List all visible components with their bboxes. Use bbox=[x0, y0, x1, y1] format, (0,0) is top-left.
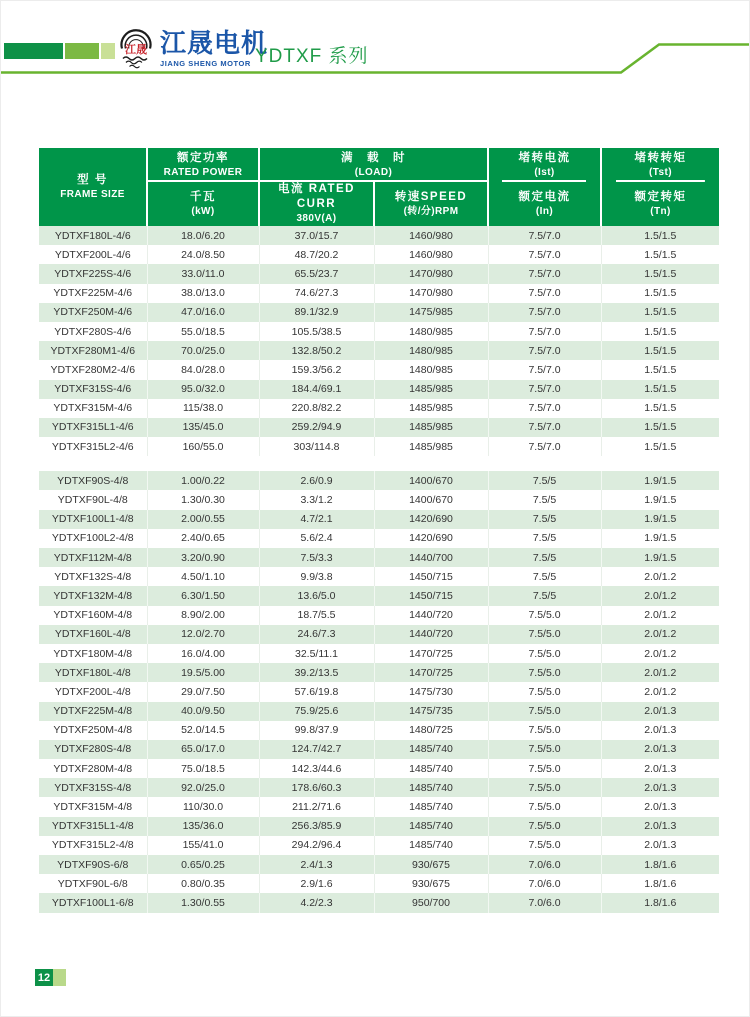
ist-cell: 7.5/5.0 bbox=[488, 663, 601, 682]
current-cell: 220.8/82.2 bbox=[259, 399, 374, 418]
table-row bbox=[39, 245, 719, 264]
speed-cell: 1400/670 bbox=[374, 490, 488, 509]
company-logo-icon bbox=[116, 28, 156, 71]
subcol-header-tn: 额定转矩 (Tn) bbox=[601, 182, 719, 226]
model-cell: YDTXF90S-6/8 bbox=[39, 855, 147, 874]
power-cell: 38.0/13.0 bbox=[147, 284, 259, 303]
tst-cell: 1.5/1.5 bbox=[601, 264, 719, 283]
model-cell: YDTXF315L2-4/8 bbox=[39, 836, 147, 855]
table-row bbox=[39, 322, 719, 341]
model-cell: YDTXF180M-4/8 bbox=[39, 644, 147, 663]
tst-cell: 2.0/1.2 bbox=[601, 663, 719, 682]
company-name-en: JIANG SHENG MOTOR bbox=[160, 58, 251, 68]
power-cell: 3.20/0.90 bbox=[147, 548, 259, 567]
tst-cell: 1.5/1.5 bbox=[601, 284, 719, 303]
current-cell: 37.0/15.7 bbox=[259, 226, 374, 245]
speed-cell: 930/675 bbox=[374, 874, 488, 893]
current-cell: 3.3/1.2 bbox=[259, 490, 374, 509]
current-cell: 74.6/27.3 bbox=[259, 284, 374, 303]
speed-cell: 1470/725 bbox=[374, 644, 488, 663]
speed-cell: 1485/985 bbox=[374, 399, 488, 418]
brand-bar-light bbox=[101, 43, 115, 59]
tst-cell: 1.5/1.5 bbox=[601, 399, 719, 418]
table-row bbox=[39, 360, 719, 379]
ist-cell: 7.5/5 bbox=[488, 567, 601, 586]
current-cell: 259.2/94.9 bbox=[259, 418, 374, 437]
model-cell: YDTXF90L-6/8 bbox=[39, 874, 147, 893]
model-cell: YDTXF225S-4/6 bbox=[39, 264, 147, 283]
model-cell: YDTXF200L-4/8 bbox=[39, 682, 147, 701]
ist-cell: 7.5/5 bbox=[488, 510, 601, 529]
subcol-header-speed: 转速SPEED (转/分)RPM bbox=[374, 182, 488, 226]
model-cell: YDTXF280M2-4/6 bbox=[39, 360, 147, 379]
table-row bbox=[39, 510, 719, 529]
tst-cell: 2.0/1.2 bbox=[601, 625, 719, 644]
speed-cell: 1480/985 bbox=[374, 341, 488, 360]
model-cell: YDTXF100L1-6/8 bbox=[39, 893, 147, 912]
speed-cell: 1485/740 bbox=[374, 836, 488, 855]
ist-cell: 7.0/6.0 bbox=[488, 874, 601, 893]
table-row bbox=[39, 399, 719, 418]
speed-cell: 1400/670 bbox=[374, 471, 488, 490]
model-cell: YDTXF315S-4/8 bbox=[39, 778, 147, 797]
current-cell: 256.3/85.9 bbox=[259, 817, 374, 836]
ist-cell: 7.5/5.0 bbox=[488, 682, 601, 701]
ist-cell: 7.5/5.0 bbox=[488, 625, 601, 644]
model-cell: YDTXF180L-4/6 bbox=[39, 226, 147, 245]
speed-cell: 1485/740 bbox=[374, 740, 488, 759]
series-title: YDTXF 系列 bbox=[255, 46, 369, 67]
power-cell: 8.90/2.00 bbox=[147, 606, 259, 625]
ist-cell: 7.5/5.0 bbox=[488, 797, 601, 816]
speed-cell: 1475/985 bbox=[374, 303, 488, 322]
ist-cell: 7.5/7.0 bbox=[488, 322, 601, 341]
table-row bbox=[39, 702, 719, 721]
tst-cell: 2.0/1.2 bbox=[601, 586, 719, 605]
tst-cell: 1.5/1.5 bbox=[601, 418, 719, 437]
model-cell: YDTXF160L-4/8 bbox=[39, 625, 147, 644]
power-cell: 0.65/0.25 bbox=[147, 855, 259, 874]
speed-cell: 1470/980 bbox=[374, 264, 488, 283]
tst-cell: 1.5/1.5 bbox=[601, 226, 719, 245]
tst-cell: 1.9/1.5 bbox=[601, 510, 719, 529]
col-header-rated-power: 额定功率 RATED POWER bbox=[147, 148, 259, 182]
speed-cell: 1475/730 bbox=[374, 682, 488, 701]
company-name-block bbox=[160, 29, 268, 68]
table-row bbox=[39, 529, 719, 548]
table-row bbox=[39, 606, 719, 625]
tst-cell: 2.0/1.2 bbox=[601, 682, 719, 701]
ist-cell: 7.5/7.0 bbox=[488, 418, 601, 437]
power-cell: 0.80/0.35 bbox=[147, 874, 259, 893]
model-cell: YDTXF100L1-4/8 bbox=[39, 510, 147, 529]
model-cell: YDTXF112M-4/8 bbox=[39, 548, 147, 567]
speed-cell: 1485/740 bbox=[374, 759, 488, 778]
col-header-locked-rotor-current: 堵转电流 (Ist) bbox=[488, 148, 601, 182]
table-row bbox=[39, 226, 719, 245]
power-cell: 70.0/25.0 bbox=[147, 341, 259, 360]
power-cell: 52.0/14.5 bbox=[147, 721, 259, 740]
table-row bbox=[39, 740, 719, 759]
tst-cell: 2.0/1.3 bbox=[601, 702, 719, 721]
tst-cell: 1.9/1.5 bbox=[601, 490, 719, 509]
table-row bbox=[39, 303, 719, 322]
ist-cell: 7.5/7.0 bbox=[488, 284, 601, 303]
col-header-locked-rotor-torque: 堵转转矩 (Tst) bbox=[601, 148, 719, 182]
table-row bbox=[39, 341, 719, 360]
tst-cell: 1.9/1.5 bbox=[601, 471, 719, 490]
model-cell: YDTXF315M-4/6 bbox=[39, 399, 147, 418]
table-row bbox=[39, 380, 719, 399]
tst-cell: 1.9/1.5 bbox=[601, 529, 719, 548]
model-cell: YDTXF250M-4/6 bbox=[39, 303, 147, 322]
ist-cell: 7.5/7.0 bbox=[488, 399, 601, 418]
power-cell: 84.0/28.0 bbox=[147, 360, 259, 379]
model-cell: YDTXF280M-4/8 bbox=[39, 759, 147, 778]
table-row bbox=[39, 778, 719, 797]
ist-cell: 7.5/7.0 bbox=[488, 360, 601, 379]
ist-cell: 7.5/7.0 bbox=[488, 226, 601, 245]
speed-cell: 1450/715 bbox=[374, 567, 488, 586]
power-cell: 55.0/18.5 bbox=[147, 322, 259, 341]
ist-cell: 7.5/5.0 bbox=[488, 740, 601, 759]
table-row bbox=[39, 836, 719, 855]
current-cell: 303/114.8 bbox=[259, 437, 374, 456]
current-cell: 32.5/11.1 bbox=[259, 644, 374, 663]
tst-cell: 2.0/1.2 bbox=[601, 606, 719, 625]
current-cell: 89.1/32.9 bbox=[259, 303, 374, 322]
table-row bbox=[39, 663, 719, 682]
speed-cell: 1470/725 bbox=[374, 663, 488, 682]
power-cell: 47.0/16.0 bbox=[147, 303, 259, 322]
model-cell: YDTXF225M-4/8 bbox=[39, 702, 147, 721]
current-cell: 4.2/2.3 bbox=[259, 893, 374, 912]
power-cell: 16.0/4.00 bbox=[147, 644, 259, 663]
current-cell: 99.8/37.9 bbox=[259, 721, 374, 740]
svg-text:江晟: 江晟 bbox=[125, 44, 147, 56]
power-cell: 115/38.0 bbox=[147, 399, 259, 418]
power-cell: 92.0/25.0 bbox=[147, 778, 259, 797]
current-cell: 124.7/42.7 bbox=[259, 740, 374, 759]
ist-cell: 7.5/7.0 bbox=[488, 264, 601, 283]
speed-cell: 1485/740 bbox=[374, 817, 488, 836]
power-cell: 135/45.0 bbox=[147, 418, 259, 437]
table-row bbox=[39, 817, 719, 836]
current-cell: 24.6/7.3 bbox=[259, 625, 374, 644]
model-cell: YDTXF280S-4/8 bbox=[39, 740, 147, 759]
model-cell: YDTXF132M-4/8 bbox=[39, 586, 147, 605]
power-cell: 29.0/7.50 bbox=[147, 682, 259, 701]
model-cell: YDTXF180L-4/8 bbox=[39, 663, 147, 682]
model-cell: YDTXF90L-4/8 bbox=[39, 490, 147, 509]
current-cell: 4.7/2.1 bbox=[259, 510, 374, 529]
ist-cell: 7.0/6.0 bbox=[488, 893, 601, 912]
tst-cell: 1.9/1.5 bbox=[601, 548, 719, 567]
current-cell: 18.7/5.5 bbox=[259, 606, 374, 625]
table-row bbox=[39, 625, 719, 644]
col-header-load: 满 载 时 (LOAD) bbox=[259, 148, 488, 182]
ist-cell: 7.5/7.0 bbox=[488, 303, 601, 322]
group-spacer-row bbox=[39, 456, 719, 471]
table-row bbox=[39, 644, 719, 663]
model-cell: YDTXF90S-4/8 bbox=[39, 471, 147, 490]
power-cell: 40.0/9.50 bbox=[147, 702, 259, 721]
model-cell: YDTXF160M-4/8 bbox=[39, 606, 147, 625]
power-cell: 1.30/0.55 bbox=[147, 893, 259, 912]
power-cell: 155/41.0 bbox=[147, 836, 259, 855]
speed-cell: 1470/980 bbox=[374, 284, 488, 303]
current-cell: 9.9/3.8 bbox=[259, 567, 374, 586]
current-cell: 211.2/71.6 bbox=[259, 797, 374, 816]
power-cell: 6.30/1.50 bbox=[147, 586, 259, 605]
model-cell: YDTXF315S-4/6 bbox=[39, 380, 147, 399]
tst-cell: 1.5/1.5 bbox=[601, 437, 719, 456]
table-row bbox=[39, 797, 719, 816]
model-cell: YDTXF315L1-4/6 bbox=[39, 418, 147, 437]
table-row bbox=[39, 586, 719, 605]
speed-cell: 1485/985 bbox=[374, 437, 488, 456]
speed-cell: 1480/725 bbox=[374, 721, 488, 740]
speed-cell: 1460/980 bbox=[374, 226, 488, 245]
tst-cell: 2.0/1.3 bbox=[601, 836, 719, 855]
subcol-header-in: 额定电流 (In) bbox=[488, 182, 601, 226]
current-cell: 5.6/2.4 bbox=[259, 529, 374, 548]
table-row bbox=[39, 418, 719, 437]
brand-bar-mid bbox=[65, 43, 99, 59]
current-cell: 75.9/25.6 bbox=[259, 702, 374, 721]
power-cell: 24.0/8.50 bbox=[147, 245, 259, 264]
power-cell: 19.5/5.00 bbox=[147, 663, 259, 682]
table-row bbox=[39, 471, 719, 490]
model-cell: YDTXF315M-4/8 bbox=[39, 797, 147, 816]
ist-cell: 7.5/5.0 bbox=[488, 606, 601, 625]
speed-cell: 1485/985 bbox=[374, 418, 488, 437]
model-cell: YDTXF280S-4/6 bbox=[39, 322, 147, 341]
table-row bbox=[39, 437, 719, 456]
tst-cell: 1.5/1.5 bbox=[601, 341, 719, 360]
ist-cell: 7.5/7.0 bbox=[488, 341, 601, 360]
table-row bbox=[39, 682, 719, 701]
tst-cell: 1.5/1.5 bbox=[601, 303, 719, 322]
tst-cell: 2.0/1.3 bbox=[601, 778, 719, 797]
current-cell: 13.6/5.0 bbox=[259, 586, 374, 605]
model-cell: YDTXF100L2-4/8 bbox=[39, 529, 147, 548]
spec-table-body bbox=[39, 226, 719, 913]
current-cell: 2.4/1.3 bbox=[259, 855, 374, 874]
ist-cell: 7.5/7.0 bbox=[488, 437, 601, 456]
ist-cell: 7.5/5.0 bbox=[488, 721, 601, 740]
tst-cell: 2.0/1.3 bbox=[601, 817, 719, 836]
power-cell: 12.0/2.70 bbox=[147, 625, 259, 644]
speed-cell: 930/675 bbox=[374, 855, 488, 874]
ist-cell: 7.5/5.0 bbox=[488, 817, 601, 836]
current-cell: 39.2/13.5 bbox=[259, 663, 374, 682]
tst-cell: 1.8/1.6 bbox=[601, 874, 719, 893]
ist-cell: 7.5/5 bbox=[488, 490, 601, 509]
table-row bbox=[39, 548, 719, 567]
subcol-header-kw: 千瓦 (kW) bbox=[147, 182, 259, 226]
ist-cell: 7.5/5.0 bbox=[488, 836, 601, 855]
subcol-header-rated-current: 电流 RATED CURR 380V(A) bbox=[259, 182, 374, 226]
header-rule-line bbox=[1, 1, 750, 81]
ist-cell: 7.5/5.0 bbox=[488, 702, 601, 721]
company-name-cn: 江晟电机 bbox=[160, 28, 269, 58]
speed-cell: 1480/985 bbox=[374, 360, 488, 379]
table-row bbox=[39, 893, 719, 912]
ist-cell: 7.5/5.0 bbox=[488, 778, 601, 797]
page-number-badge: 12 bbox=[35, 969, 53, 986]
table-row bbox=[39, 567, 719, 586]
speed-cell: 1440/720 bbox=[374, 606, 488, 625]
table-row bbox=[39, 759, 719, 778]
current-cell: 105.5/38.5 bbox=[259, 322, 374, 341]
ist-cell: 7.5/5.0 bbox=[488, 759, 601, 778]
model-cell: YDTXF315L2-4/6 bbox=[39, 437, 147, 456]
current-cell: 178.6/60.3 bbox=[259, 778, 374, 797]
table-row bbox=[39, 874, 719, 893]
power-cell: 1.30/0.30 bbox=[147, 490, 259, 509]
power-cell: 4.50/1.10 bbox=[147, 567, 259, 586]
tst-cell: 2.0/1.3 bbox=[601, 759, 719, 778]
spec-table bbox=[39, 148, 719, 913]
tst-cell: 1.8/1.6 bbox=[601, 893, 719, 912]
ist-cell: 7.5/5 bbox=[488, 529, 601, 548]
tst-cell: 2.0/1.3 bbox=[601, 721, 719, 740]
speed-cell: 1450/715 bbox=[374, 586, 488, 605]
model-cell: YDTXF315L1-4/8 bbox=[39, 817, 147, 836]
current-cell: 132.8/50.2 bbox=[259, 341, 374, 360]
tst-cell: 2.0/1.3 bbox=[601, 740, 719, 759]
power-cell: 110/30.0 bbox=[147, 797, 259, 816]
power-cell: 18.0/6.20 bbox=[147, 226, 259, 245]
table-row bbox=[39, 721, 719, 740]
col-header-frame-size: 型 号 FRAME SIZE bbox=[39, 148, 147, 226]
speed-cell: 1485/985 bbox=[374, 380, 488, 399]
tst-cell: 2.0/1.2 bbox=[601, 567, 719, 586]
current-cell: 142.3/44.6 bbox=[259, 759, 374, 778]
model-cell: YDTXF225M-4/6 bbox=[39, 284, 147, 303]
model-cell: YDTXF250M-4/8 bbox=[39, 721, 147, 740]
current-cell: 294.2/96.4 bbox=[259, 836, 374, 855]
current-cell: 65.5/23.7 bbox=[259, 264, 374, 283]
ist-cell: 7.5/5.0 bbox=[488, 644, 601, 663]
current-cell: 7.5/3.3 bbox=[259, 548, 374, 567]
ist-cell: 7.5/5 bbox=[488, 586, 601, 605]
model-cell: YDTXF200L-4/6 bbox=[39, 245, 147, 264]
ist-cell: 7.5/5 bbox=[488, 471, 601, 490]
tst-cell: 2.0/1.3 bbox=[601, 797, 719, 816]
power-cell: 2.00/0.55 bbox=[147, 510, 259, 529]
ist-cell: 7.5/7.0 bbox=[488, 245, 601, 264]
tst-cell: 1.5/1.5 bbox=[601, 380, 719, 399]
ist-cell: 7.5/5 bbox=[488, 548, 601, 567]
speed-cell: 1420/690 bbox=[374, 529, 488, 548]
table-row bbox=[39, 855, 719, 874]
power-cell: 160/55.0 bbox=[147, 437, 259, 456]
tst-cell: 2.0/1.2 bbox=[601, 644, 719, 663]
power-cell: 1.00/0.22 bbox=[147, 471, 259, 490]
power-cell: 65.0/17.0 bbox=[147, 740, 259, 759]
speed-cell: 1440/700 bbox=[374, 548, 488, 567]
current-cell: 184.4/69.1 bbox=[259, 380, 374, 399]
power-cell: 2.40/0.65 bbox=[147, 529, 259, 548]
table-row bbox=[39, 264, 719, 283]
speed-cell: 1485/740 bbox=[374, 797, 488, 816]
speed-cell: 1420/690 bbox=[374, 510, 488, 529]
speed-cell: 1475/735 bbox=[374, 702, 488, 721]
speed-cell: 1485/740 bbox=[374, 778, 488, 797]
current-cell: 57.6/19.8 bbox=[259, 682, 374, 701]
ist-cell: 7.0/6.0 bbox=[488, 855, 601, 874]
current-cell: 48.7/20.2 bbox=[259, 245, 374, 264]
page-number-accent bbox=[53, 969, 66, 986]
model-cell: YDTXF280M1-4/6 bbox=[39, 341, 147, 360]
ist-cell: 7.5/7.0 bbox=[488, 380, 601, 399]
current-cell: 2.6/0.9 bbox=[259, 471, 374, 490]
current-cell: 2.9/1.6 bbox=[259, 874, 374, 893]
speed-cell: 1460/980 bbox=[374, 245, 488, 264]
model-cell: YDTXF132S-4/8 bbox=[39, 567, 147, 586]
speed-cell: 1440/720 bbox=[374, 625, 488, 644]
speed-cell: 1480/985 bbox=[374, 322, 488, 341]
tst-cell: 1.8/1.6 bbox=[601, 855, 719, 874]
table-row bbox=[39, 284, 719, 303]
brand-bar-dark bbox=[4, 43, 63, 59]
table-row bbox=[39, 490, 719, 509]
spec-table-header bbox=[39, 148, 719, 226]
power-cell: 135/36.0 bbox=[147, 817, 259, 836]
tst-cell: 1.5/1.5 bbox=[601, 360, 719, 379]
tst-cell: 1.5/1.5 bbox=[601, 322, 719, 341]
tst-cell: 1.5/1.5 bbox=[601, 245, 719, 264]
power-cell: 33.0/11.0 bbox=[147, 264, 259, 283]
power-cell: 95.0/32.0 bbox=[147, 380, 259, 399]
power-cell: 75.0/18.5 bbox=[147, 759, 259, 778]
current-cell: 159.3/56.2 bbox=[259, 360, 374, 379]
speed-cell: 950/700 bbox=[374, 893, 488, 912]
